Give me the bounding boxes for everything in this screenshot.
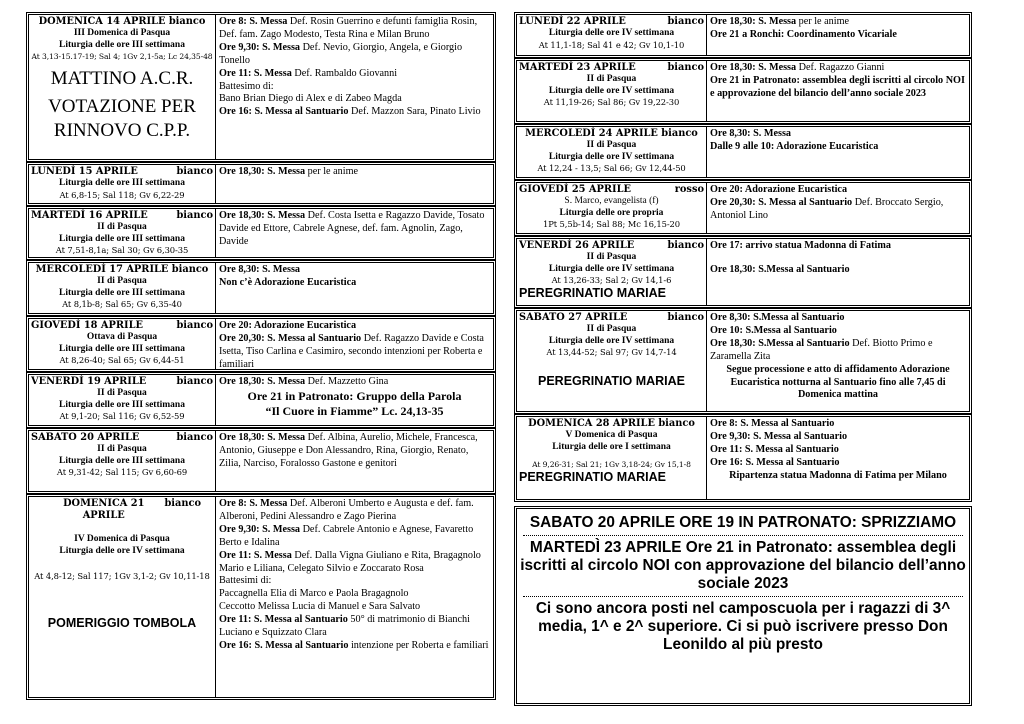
day-row-wed24 xyxy=(516,126,970,178)
day-cell xyxy=(517,15,707,55)
liturgy-line: Liturgia delle ore III settimana xyxy=(59,399,185,410)
readings-line: At 3,13-15.17-19; Sal 4; 1Gv 2,1-5a; Lc 24,35-48 xyxy=(31,52,213,61)
readings-line: At 8,26-40; Sal 65; Gv 6,44-51 xyxy=(59,355,185,365)
event-line xyxy=(219,333,490,369)
liturgical-color: bianco xyxy=(176,320,213,331)
event-text: Def. Albina, Aurelio, Michele, Francesca, Antonio, Giuseppe e Don Alessandro, Rina, Giorgio, Renato, Zilia, Narciso, Foralosso Gastone e genitori xyxy=(219,432,478,469)
event-text: Bano Brian Diego di Alex e di Zabeo Magda xyxy=(219,93,402,105)
day-cell xyxy=(517,183,707,233)
statue-arrival: Ore 17: arrivo statua Madonna di Fatima xyxy=(710,240,891,251)
event-line xyxy=(219,524,490,550)
events-cell xyxy=(216,165,493,203)
event-line xyxy=(710,444,966,457)
day-title: VENERDÌ 19 APRILE xyxy=(31,376,147,387)
liturgy-line: Liturgia delle ore III settimana xyxy=(59,455,185,466)
day-title: VENERDÌ 26 APRILE xyxy=(519,240,635,251)
event-text: Def. Ragazzo Gianni xyxy=(796,62,885,73)
event-time-label: Ore 8: S. Messa xyxy=(219,498,288,509)
day-cell xyxy=(29,431,216,491)
liturgy-line: Liturgia delle ore IV settimana xyxy=(548,151,675,162)
readings-line: At 11,1-18; Sal 41 e 42; Gv 10,1-10 xyxy=(538,39,685,50)
events-cell xyxy=(707,311,969,411)
event-text: Def. Dalla Vigna Giuliano e Rita, Bragagnolo Mario e Liliana, Celegato Silvio e Zoccarato Rosa xyxy=(219,549,481,574)
event-list xyxy=(710,62,966,75)
day-cell xyxy=(517,61,707,121)
events-cell xyxy=(216,497,493,697)
event-line xyxy=(219,166,490,179)
event-line xyxy=(710,62,966,75)
events-cell xyxy=(216,431,493,491)
liturgy-line: Liturgia delle ore IV settimana xyxy=(548,85,675,96)
event-text: Battesimi di: xyxy=(219,575,272,587)
liturgy-line: Liturgia delle ore IV settimana xyxy=(548,335,675,346)
day-title: DOMENICA 28 APRILE bianco xyxy=(528,418,695,429)
event-list xyxy=(219,264,490,277)
event-time-label: Ore 20: Adorazione Eucaristica xyxy=(219,320,357,331)
event-text: Ceccotto Melissa Lucia di Manuel e Sara Salvato xyxy=(219,601,421,613)
events-cell xyxy=(216,15,493,159)
event-line xyxy=(710,312,966,325)
event-time-label: Ore 20,30: S. Messa al Santuario xyxy=(219,332,362,344)
event-text: intenzione per Roberta e familiari xyxy=(348,639,489,651)
events-cell xyxy=(707,183,969,233)
liturgy-line: Liturgia delle ore III settimana xyxy=(59,233,185,244)
event-line xyxy=(219,376,490,389)
events-cell xyxy=(216,263,493,313)
no-adoration-note: Non c’è Adorazione Eucaristica xyxy=(219,276,357,288)
event-text: Def. Alberoni Umberto e Augusta e def. fam. Alberoni, Pedini Alessandro e Zago Pierina xyxy=(219,498,474,522)
day-row-mon22 xyxy=(516,14,970,56)
day-row-sun21 xyxy=(28,496,494,698)
liturgy-line: Liturgia delle ore III settimana xyxy=(59,287,185,298)
events-cell xyxy=(707,239,969,305)
event-time-label: Ore 11: S. Messa xyxy=(219,67,292,79)
event-text: per le anime xyxy=(796,16,850,27)
event-list xyxy=(710,418,966,470)
day-row-mon15 xyxy=(28,164,494,204)
day-title: MERCOLEDÌ 24 APRILE bianco xyxy=(525,128,698,139)
event-text: Def. Mazzon Sara, Pinato Livio xyxy=(348,106,481,118)
day-cell xyxy=(29,15,216,159)
readings-line: At 6,8-15; Sal 118; Gv 6,22-29 xyxy=(59,189,185,200)
day-subtitle: II di Pasqua xyxy=(97,222,147,232)
liturgical-color: bianco xyxy=(667,312,704,323)
event-list xyxy=(710,128,966,141)
liturgical-color: rosso xyxy=(674,184,704,195)
liturgy-line: Liturgia delle ore IV settimana xyxy=(548,28,675,38)
tombola-heading: POMERIGGIO TOMBOLA xyxy=(47,616,197,630)
word-group-title: Ore 21 in Patronato: Gruppo della Parola xyxy=(247,388,462,403)
readings-line: At 9,31-42; Sal 115; Gv 6,60-69 xyxy=(56,467,188,477)
readings-line: At 13,44-52; Sal 97; Gv 14,7-14 xyxy=(546,347,677,357)
day-title: GIOVEDÌ 18 APRILE xyxy=(31,320,143,331)
event-line xyxy=(219,93,490,106)
event-time-label: Ore 18,30: S.Messa al Santuario xyxy=(710,337,850,349)
day-subtitle: III Domenica di Pasqua xyxy=(73,28,171,38)
cpp-vote-heading: VOTAZIONE PER RINNOVO C.P.P. xyxy=(48,96,196,141)
liturgical-color: bianco xyxy=(164,498,201,509)
event-time-label: Ore 11: S. Messa al Santuario xyxy=(710,443,839,455)
day-title: GIOVEDÌ 25 APRILE xyxy=(519,184,631,195)
event-time-label: Ore 18,30: S. Messa xyxy=(710,16,797,27)
day-subtitle: S. Marco, evangelista (f) xyxy=(564,196,659,206)
event-time-label: Ore 8,30: S. Messa xyxy=(710,128,792,139)
peregrinatio-heading: PEREGRINATIO MARIAE xyxy=(519,470,666,484)
event-line xyxy=(710,128,966,141)
event-text: Paccagnella Elia di Marco e Paola Bragagnolo xyxy=(219,588,409,600)
day-row-wed17 xyxy=(28,262,494,314)
day-subtitle: Ottava di Pasqua xyxy=(86,332,158,342)
announcements-box xyxy=(516,508,970,704)
noi-assembly: Ore 21 in Patronato: assemblea degli iscritti al circolo NOI e approvazione del bilancio dell’anno sociale 2023 xyxy=(710,74,965,99)
dotted-divider xyxy=(523,535,963,536)
event-line xyxy=(219,16,490,42)
sprizziamo-announcement: SABATO 20 APRILE ORE 19 IN PATRONATO: SPRIZZIAMO xyxy=(529,514,957,531)
liturgical-color: bianco xyxy=(176,210,213,221)
events-cell xyxy=(216,209,493,257)
liturgical-color: bianco xyxy=(667,16,704,27)
vicariate-meeting: Ore 21 a Ronchi: Coordinamento Vicariale xyxy=(710,28,897,40)
event-text: Def. Ragazzo Davide e Costa Isetta, Tiso Carlina e Casimiro, secondo intenzioni per Roberta e familiari xyxy=(219,332,484,369)
day-row-sat27 xyxy=(516,310,970,412)
event-time-label: Ore 18,30: S. Messa xyxy=(219,210,306,221)
liturgy-line: Liturgia delle ore IV settimana xyxy=(548,263,675,274)
day-row-sun14 xyxy=(28,14,494,160)
statue-departure: Ripartenza statua Madonna di Fatima per Milano xyxy=(729,469,947,481)
day-row-thu18 xyxy=(28,318,494,370)
readings-line: At 9,1-20; Sal 116; Gv 6,52-59 xyxy=(59,411,185,421)
day-row-fri19 xyxy=(28,374,494,426)
event-line xyxy=(219,432,490,471)
day-title: SABATO 27 APRILE xyxy=(519,312,628,323)
readings-line: At 11,19-26; Sal 86; Gv 19,22-30 xyxy=(543,97,680,107)
procession-note: Segue processione e atto di affidamento Adorazione Eucaristica notturna al Santuario fino alle 7,45 di Domenica mattina xyxy=(726,363,950,401)
event-list xyxy=(219,320,490,369)
liturgy-line: Liturgia delle ore III settimana xyxy=(59,39,185,50)
event-text: Def. Broccato Sergio, Antoniol Lino xyxy=(710,196,944,221)
event-line xyxy=(219,81,490,94)
day-cell xyxy=(29,375,216,425)
readings-line: At 13,26-33; Sal 2; Gv 14,1-6 xyxy=(551,275,672,285)
day-subtitle: II di Pasqua xyxy=(586,324,637,334)
peregrinatio-heading: PEREGRINATIO MARIAE xyxy=(538,374,685,388)
day-subtitle: II di Pasqua xyxy=(97,276,147,286)
event-text: Def. Nevio, Giorgio, Angela, e Giorgio Tonello xyxy=(219,41,463,66)
liturgy-line: Liturgia delle ore IV settimana xyxy=(59,545,185,556)
event-time-label: Ore 8,30: S. Messa xyxy=(219,264,301,275)
event-time-label: Ore 8: S. Messa al Santuario xyxy=(710,418,835,429)
event-time-label: Ore 9,30: S. Messa al Santuario xyxy=(710,430,848,442)
day-cell xyxy=(517,311,707,411)
event-text: 50° di matrimonio di Bianchi Luciano e Squizzato Clara xyxy=(219,614,470,639)
day-title: LUNEDÌ 22 APRILE xyxy=(519,16,626,27)
event-text: Def. Costa Isetta e Ragazzo Davide, Tosato Davide ed Ettore, Cabrele Agnese, def. fam. Agnolin, Zago, Davide xyxy=(219,210,485,247)
event-time-label: Ore 16: S. Messa al Santuario xyxy=(710,456,840,468)
readings-line: At 12,24 - 13,5; Sal 66; Gv 12,44-50 xyxy=(537,163,686,173)
event-list xyxy=(219,210,490,249)
event-text: Def. Rosin Guerrino e defunti famiglia Rosin, Def. fam. Zago Modesto, Testa Rina e Milan Bruno xyxy=(219,16,478,40)
event-line xyxy=(219,588,490,601)
event-line xyxy=(710,418,966,431)
day-cell xyxy=(29,497,216,697)
readings-line: 1Pt 5,5b-14; Sal 88; Mc 16,15-20 xyxy=(542,219,681,229)
liturgical-color: bianco xyxy=(176,376,213,387)
event-line xyxy=(710,457,966,470)
liturgy-line: Liturgia delle ore III settimana xyxy=(59,178,185,188)
event-list xyxy=(710,16,966,29)
adoration-note: Dalle 9 alle 10: Adorazione Eucaristica xyxy=(710,140,879,152)
right-column xyxy=(516,14,970,504)
event-line xyxy=(219,68,490,81)
day-cell xyxy=(517,239,707,305)
event-line xyxy=(219,42,490,68)
event-line xyxy=(710,325,966,338)
day-title: DOMENICA 21 APRILE xyxy=(63,498,145,521)
event-time-label: Ore 20: Adorazione Eucaristica xyxy=(710,184,848,195)
day-row-sun28 xyxy=(516,416,970,500)
event-time-label: Ore 11: S. Messa al Santuario xyxy=(219,614,348,626)
day-cell xyxy=(517,417,707,499)
events-cell xyxy=(707,15,969,55)
dotted-divider xyxy=(523,596,963,597)
event-time-label: Ore 18,30: S. Messa xyxy=(219,432,306,443)
event-line xyxy=(710,431,966,444)
events-cell xyxy=(216,375,493,425)
event-time-label: Ore 8,30: S.Messa al Santuario xyxy=(710,312,845,323)
day-row-sat20 xyxy=(28,430,494,492)
day-row-fri26 xyxy=(516,238,970,306)
event-line xyxy=(219,614,490,640)
day-title: DOMENICA 14 APRILE bianco xyxy=(38,16,206,27)
day-title: MERCOLEDÌ 17 APRILE bianco xyxy=(35,264,209,275)
event-text: Def. Mazzetto Gina xyxy=(305,376,389,387)
event-time-label: Ore 18,30: S. Messa xyxy=(219,166,306,177)
event-line xyxy=(219,498,490,524)
event-time-label: Ore 18,30: S. Messa xyxy=(710,62,797,73)
day-title: SABATO 20 APRILE xyxy=(31,432,140,443)
readings-line: At 8,1b-8; Sal 65; Gv 6,35-40 xyxy=(62,299,182,309)
event-line xyxy=(219,264,490,277)
day-subtitle: II di Pasqua xyxy=(97,388,147,398)
events-cell xyxy=(707,127,969,177)
event-time-label: Ore 9,30: S. Messa xyxy=(219,523,301,535)
liturgical-color: bianco xyxy=(176,166,213,177)
event-line xyxy=(710,16,966,29)
day-cell xyxy=(517,127,707,177)
event-text: Def. Cabrele Antonio e Agnese, Favaretto Berto e Idalina xyxy=(219,523,474,548)
event-time-label: Ore 11: S. Messa xyxy=(219,549,292,561)
event-line xyxy=(710,338,966,364)
day-subtitle: IV Domenica di Pasqua xyxy=(74,534,170,544)
day-subtitle: II di Pasqua xyxy=(586,74,637,84)
event-list xyxy=(219,166,490,179)
events-cell xyxy=(216,319,493,369)
liturgy-line: Liturgia delle ore III settimana xyxy=(59,343,185,354)
event-time-label: Ore 18,30: S. Messa xyxy=(219,376,306,387)
readings-line: At 7,51-8,1a; Sal 30; Gv 6,30-35 xyxy=(55,245,189,255)
word-group-theme: “Il Cuore in Fiamme” Lc. 24,13-35 xyxy=(265,403,444,418)
day-cell xyxy=(29,263,216,313)
event-time-label: Ore 16: S. Messa al Santuario xyxy=(219,639,349,651)
day-subtitle: II di Pasqua xyxy=(97,444,147,454)
event-line xyxy=(219,106,490,119)
noi-assembly-announcement: MARTEDÌ 23 APRILE Ore 21 in Patronato: assemblea degli iscritti al circolo NOI con approvazione del bilancio dell’anno sociale 2023 xyxy=(520,539,966,592)
event-text: Def. Biotto Primo e Zaramella Zita xyxy=(710,337,933,362)
acr-heading: MATTINO A.C.R. xyxy=(50,68,194,89)
peregrinatio-heading: PEREGRINATIO MARIAE xyxy=(519,286,666,300)
event-text: Battesimo di: xyxy=(219,80,274,92)
event-line xyxy=(219,640,490,653)
readings-line: At 9,26-31; Sal 21; 1Gv 3,18-24; Gv 15,1-8 xyxy=(532,460,691,469)
day-subtitle: V Domenica di Pasqua xyxy=(565,430,658,440)
event-line xyxy=(219,575,490,588)
events-cell xyxy=(707,61,969,121)
day-title: MARTEDÌ 23 APRILE xyxy=(519,62,636,73)
event-time-label: Ore 9,30: S. Messa xyxy=(219,41,301,53)
event-list xyxy=(219,432,490,471)
liturgical-color: bianco xyxy=(176,432,213,443)
event-list xyxy=(219,376,490,389)
event-line xyxy=(219,320,490,333)
event-list xyxy=(710,184,966,223)
event-time-label: Ore 20,30: S. Messa al Santuario xyxy=(710,196,853,208)
evening-mass: Ore 18,30: S.Messa al Santuario xyxy=(710,263,850,275)
liturgical-color: bianco xyxy=(667,240,704,251)
event-line xyxy=(710,197,966,223)
day-row-tue23 xyxy=(516,60,970,122)
liturgy-line: Liturgia delle ore I settimana xyxy=(552,441,671,452)
event-list xyxy=(219,16,490,119)
day-cell xyxy=(29,165,216,203)
event-time-label: Ore 16: S. Messa al Santuario xyxy=(219,106,349,118)
liturgy-line: Liturgia delle ore propria xyxy=(559,207,664,218)
event-line xyxy=(219,210,490,249)
event-text: per le anime xyxy=(305,166,359,177)
day-row-thu25 xyxy=(516,182,970,234)
event-time-label: Ore 8: S. Messa xyxy=(219,16,288,27)
day-title: MARTEDÌ 16 APRILE xyxy=(31,210,148,221)
day-cell xyxy=(29,209,216,257)
event-time-label: Ore 10: S.Messa al Santuario xyxy=(710,324,837,336)
event-list xyxy=(710,312,966,364)
day-title: LUNEDÌ 15 APRILE xyxy=(31,166,138,177)
event-line xyxy=(219,550,490,576)
readings-line: At 4,8-12; Sal 117; 1Gv 3,1-2; Gv 10,11-18 xyxy=(34,571,210,581)
day-cell xyxy=(29,319,216,369)
liturgical-color: bianco xyxy=(667,62,704,73)
day-row-tue16 xyxy=(28,208,494,258)
events-cell xyxy=(707,417,969,499)
camp-announcement: Ci sono ancora posti nel camposcuola per i ragazzi di 3^ media, 1^ e 2^ superiore. Ci si può iscrivere presso Don Leonildo al più presto xyxy=(535,600,951,653)
event-line xyxy=(219,601,490,614)
left-column xyxy=(28,14,494,702)
event-text: Def. Rambaldo Giovanni xyxy=(291,67,398,79)
day-subtitle: II di Pasqua xyxy=(586,140,637,150)
event-line xyxy=(710,184,966,197)
day-subtitle: II di Pasqua xyxy=(586,252,637,262)
event-list xyxy=(219,498,490,653)
